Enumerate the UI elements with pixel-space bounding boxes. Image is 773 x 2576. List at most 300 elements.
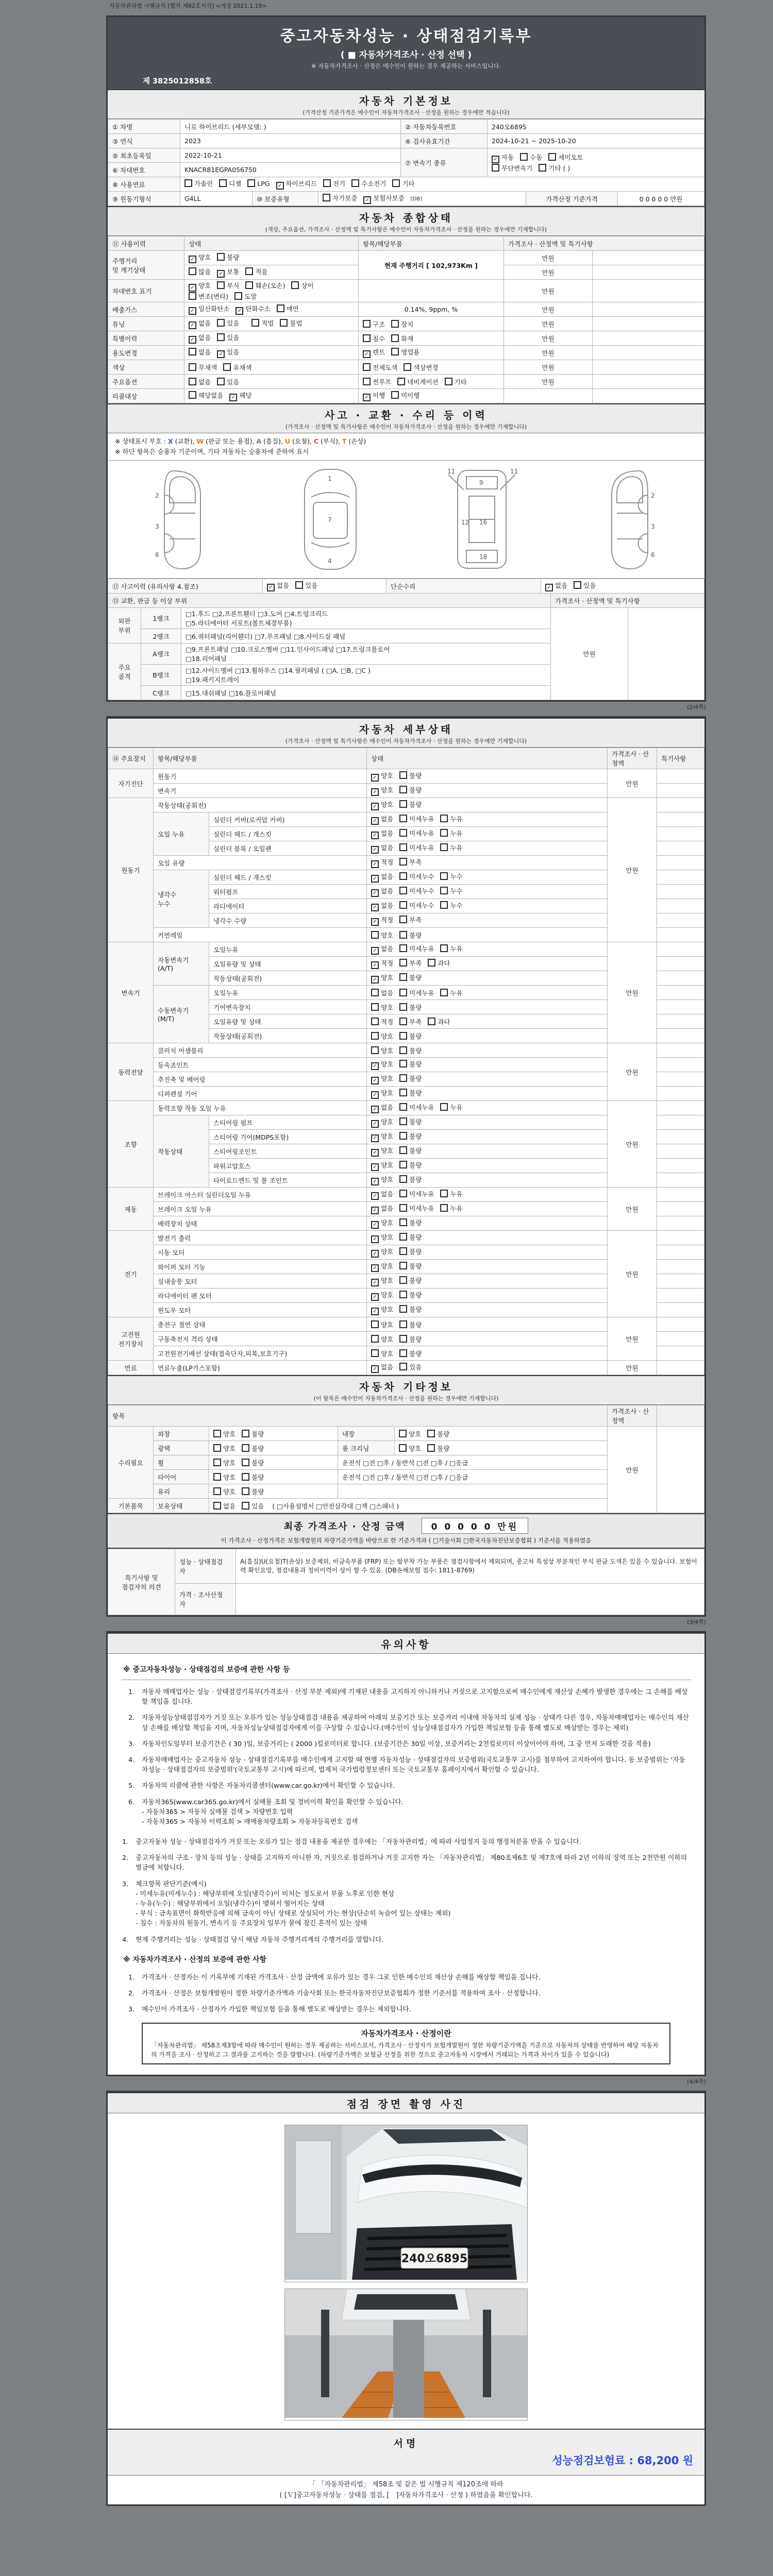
checkbox: ✓ 없음 [371,1189,393,1200]
basic-info-header [108,89,704,119]
empty-box-icon [399,1003,407,1011]
empty-box-icon [399,1247,407,1255]
empty-box-icon [217,319,225,327]
item-boxes [359,346,504,360]
price-cell: 만원 [504,302,593,317]
empty-box-icon [399,887,407,894]
checkbox: 화재 [391,334,413,343]
note-cell [657,885,704,899]
empty-box-icon [189,391,196,399]
item-extra: 운전석 □전 □후 / 동반석 □전 □후 / □응급 [338,1455,608,1470]
car-diagrams [108,461,704,579]
note-cell [657,942,704,957]
page-marker-2: (2/4쪽) [687,704,706,710]
checkbox: 양호 [213,1444,236,1453]
checkbox: ✓ 양호 [189,281,211,292]
svg-text:6: 6 [155,551,159,558]
checkbox: 부족 [399,958,422,968]
checkbox: ✓ 양호 [371,1304,393,1315]
final-price-note: 이 가격조사 · 산정가격은 보험개발원의 차량기준가액을 바탕으로 한 기준가격과 ( □기술사회 □한국자동차진단보증협회 ) 기준서를 적용하였음 [221,1537,592,1544]
item-state [367,1245,608,1260]
checked-box-icon: ✓ [217,270,225,278]
checkbox: ✓ 없음 [371,886,393,897]
checkbox: 미세누유 [399,1103,434,1112]
checked-box-icon: ✓ [371,846,379,854]
note-cell [657,784,704,798]
empty-box-icon [277,304,284,312]
empty-box-icon [245,281,253,289]
accident-legend: ※ 상태표시 부호 : X (교환), W (판금 또는 용접), A (흠집), U (요철), C (부식), T (손상) ※ 하단 항목은 승용차 기준이며, 기타 자동차는 승용차에 준하여 표시 [108,433,704,461]
sec13-label: ⑬ 교환, 판금 등 이상 부위 [108,594,551,608]
item-state [367,1144,608,1159]
repair-group-label: 수리필요 [108,1427,154,1499]
appraiser-opinion-text [236,1584,704,1615]
item-boxes [359,360,504,375]
notice-item: 2. 가격조사 · 산정은 보험개발원이 정한 차량기준가액과 기술사회 또는 한국자동차진단보증협회가 정한 기준서를 적용하여 조사 · 산정합니다. [128,1989,541,1997]
checkbox: ✓ 해당 [229,391,251,401]
empty-box-icon [217,281,225,289]
sub-group-label: 오일 누유 [154,812,209,856]
checkbox: ✓ 양호 [371,1160,393,1171]
device-group-label: 변속기 [108,942,154,1043]
device-group-label: 원동기 [108,798,154,942]
col-note [657,1405,704,1427]
item-label: 스티어링 펌프 [209,1115,367,1130]
col-state: 상태 [367,748,608,769]
note-cell [593,251,704,265]
photo-underbody-frame [284,2289,528,2420]
section-detail-state [108,718,704,1375]
note-cell [657,986,704,1000]
note-cell [628,608,704,700]
detail-state-subtitle: (가격조사 · 산정액 및 특기사항은 매수인이 자동차가격조사 · 산정을 원하는 경우에만 기재합니다) [285,738,527,744]
checkbox: ✓ 없음 [371,814,393,825]
checkbox: ✓ 이행 [363,391,385,401]
svg-text:7: 7 [327,516,332,523]
price-cell: 만원 [504,331,593,346]
fuel-label: ⑧ 사용연료 [108,177,180,192]
inspection-fee: 성능점검보험료 : 68,200 원 [552,2454,693,2467]
checkbox: ✓ 없음 [189,318,211,329]
checkbox: 적정 [371,1017,393,1026]
checkbox: 양호 [371,1003,393,1012]
checkbox: 불량 [399,1218,422,1227]
item-state [209,1427,338,1441]
checked-box-icon: ✓ [371,860,379,868]
empty-box-icon [399,931,407,939]
section-notice [108,1633,704,2075]
sheet-1 [106,15,706,702]
note-cell [593,302,704,317]
svg-text:240오6895: 240오6895 [401,2252,468,2266]
checkbox: ✓ 적정 [371,915,393,926]
note-cell [657,1101,704,1115]
checkbox: 양호 [371,1349,393,1358]
svg-text:9: 9 [479,479,483,486]
checkbox: 불량 [399,785,422,794]
checkbox: ✓ 양호 [371,1175,393,1185]
empty-box-icon [371,1320,379,1328]
empty-box-icon [440,944,448,952]
item-label: 실내송풍 모터 [154,1274,367,1289]
rank-items: □15.대쉬패널 □16.플로어패널 [181,686,551,700]
item-label: 실린더 헤드 / 개스킷 [209,870,367,885]
warranty-value: 자가보증 ✓ 보험사보증 [DB] [318,192,526,206]
checkbox: ✓ 보통 [217,267,239,278]
checkbox: 미세누유 [399,944,434,953]
empty-box-icon [247,179,255,187]
empty-box-icon [399,1190,407,1197]
item-label: 고전원전기배선 상태(접속단자,피복,보호기구) [154,1346,367,1361]
empty-box-icon [397,378,405,385]
empty-box-icon [399,1233,407,1241]
empty-box-icon [399,901,407,909]
note-cell [657,1231,704,1245]
item-state [209,1455,338,1470]
title-band [108,17,704,89]
checkbox: ✓ 양호 [371,1088,393,1099]
engine-type-value: G4LL [180,192,253,206]
checkbox: 있음 [217,377,239,386]
item-state [367,1361,608,1375]
overall-state-subtitle: (색상, 주요옵션, 가격조사 · 산정액 및 특기사항은 매수인이 자동차가격조사 · 산정을 원하는 경우에만 기재합니다) [265,226,547,233]
panel-group-label: 주요 골격 [108,643,141,700]
empty-box-icon [427,1430,435,1437]
note-cell [657,1072,704,1087]
base-price-label: 가격산정 기준가격 [526,192,618,206]
rank-label: B랭크 [141,665,181,686]
item-state [209,1441,338,1455]
empty-box-icon [440,829,448,837]
rank-label: 2랭크 [141,629,181,643]
item-state [395,1427,608,1441]
note-cell [657,1173,704,1188]
item-state [367,1115,608,1130]
note-cell [657,1058,704,1072]
empty-box-icon [440,843,448,851]
checkbox: 불법 [280,318,302,328]
empty-box-icon [399,1089,407,1096]
checkbox: 누유 [440,1189,462,1198]
checkbox: 전체도색 [363,363,397,372]
checkbox: 미세누유 [399,1189,434,1198]
empty-box-icon [440,901,448,909]
photos-title: 점검 장면 촬영 사진 [346,2098,466,2111]
sub-group-label: 냉각수 누수 [154,870,209,928]
vin-value: KNACR81EGPA056750 [180,163,401,177]
checkbox: ✓ 양호 [371,1146,393,1157]
empty-box-icon [363,363,371,371]
empty-box-icon [391,320,399,328]
sec13-price-head: 가격조사 · 산정액 및 특기사항 [551,594,704,608]
checkbox: 있음 [295,581,317,590]
checked-box-icon: ✓ [363,394,371,401]
note-cell [593,265,704,280]
empty-box-icon [440,887,448,894]
empty-box-icon [445,378,452,385]
note-cell [657,1427,704,1513]
checked-box-icon: ✓ [189,336,196,344]
empty-box-icon [574,581,581,589]
empty-box-icon [399,1430,407,1437]
item-label: 외장 [154,1427,209,1441]
checked-box-icon: ✓ [189,307,196,315]
device-group-label: 조향 [108,1101,154,1188]
rank-items: □9.프론트패널 □10.크로스멤버 □11.인사이드패널 □17.트렁크플로어 □18.리어패널 [181,643,551,665]
item-state [367,1159,608,1173]
svg-text:3: 3 [155,522,159,530]
checkbox: 불량 [427,1444,449,1453]
confirmation-lines [108,2476,704,2504]
empty-box-icon [440,1190,448,1197]
checkbox: 불량 [399,1059,422,1069]
empty-box-icon [440,815,448,822]
empty-box-icon [399,1320,407,1328]
note-cell [657,1130,704,1144]
checkbox: 불량 [399,1247,422,1256]
item-state [367,957,608,971]
accident-summary-row [108,579,704,594]
item-label: 실린더 헤드 / 개스킷 [209,827,367,841]
checked-box-icon: ✓ [363,196,371,204]
sub-group-label: 자동변속기 (A/T) [154,942,209,986]
current-mileage: 현재 주행거리 [ 102,973Km ] [359,251,504,280]
checked-box-icon: ✓ [267,584,275,591]
checkbox: ✓ 있음 [217,347,239,358]
checkbox: 불량 [242,1487,264,1496]
item-label: 변속기 [154,784,367,798]
reg-no-value: 240오6895 [488,120,704,134]
checkbox: ✓ 없음 [267,581,289,591]
checkbox: ✓ 양호 [371,1074,393,1084]
price-cell [504,389,593,403]
report-subtitle: ( ■ 자동차가격조사 · 산정 선택 ) [340,50,472,60]
empty-box-icon [189,363,196,371]
fuel-option: ✓ 하이브리드 [276,179,317,190]
checkbox: 부식 [217,281,239,290]
meter-state [184,265,359,280]
car-diagram-side-right [590,467,667,572]
item-label: 룸 크리닝 [338,1441,395,1455]
checkbox: 무채색 [189,363,217,372]
item-state [367,1029,608,1043]
checkbox: 변조(변타) [189,292,228,301]
first-reg-value: 2022-10-21 [180,148,401,163]
empty-box-icon [245,267,253,275]
checkbox: 도말 [234,292,257,301]
checkbox: 매연 [277,304,299,313]
item-state [367,1058,608,1072]
svg-text:2: 2 [650,492,655,499]
item-label: 라디에이터 [209,899,367,913]
rank-label: 1랭크 [141,608,181,629]
svg-text:11: 11 [447,468,456,475]
checkbox: 썬루프 [363,377,391,386]
row-label: 리콜대상 [108,389,184,403]
notice-item: 6. 자동차365(www.car365.go.kr)에서 실매물 조회 및 정비이력 확인을 확인할 수 있습니다. - 자동차365 > 자동차 실매물 검색 > 차량번호 입력 - 자동차365 > 자동차 이력조회 > 매매용차량조회 > 자동차등록번호 검색 [128,1798,404,1826]
checkbox: 있음 [399,1362,422,1371]
item-label: 클러치 어셈블리 [154,1043,367,1058]
checked-box-icon: ✓ [371,1192,379,1200]
checkbox: 누유 [440,1204,462,1213]
vin-label: ⑥ 차대번호 [108,163,180,177]
checkbox: 많음 [189,267,211,276]
price-appraisal-definition-box [142,2023,670,2064]
col-note: 특기사항 [657,748,704,769]
item-label: 스티어링 기어(MDPS포함) [209,1130,367,1144]
notice-title: 유의사항 [381,1638,431,1651]
inspector-opinion-text: A(흠집)U(요철)T(손상) 보증제외, 비금속부품 (FRP) 또는 탈부착 가능 부품은 점검사항에서 제외되며, 중고차 특성상 부분적인 부식 판금 도색은 있을 수 있습니다. 보험이력 확인요망, 점검내용과 정비이력이 상이 할 수 있음. (DB손해보험 접수: 1811-8769) [236,1549,704,1584]
basic-info-subtitle: (가격산정 기준가격은 매수인이 자동차가격조사 · 산정을 원하는 경우에만 적습니다) [303,109,510,116]
checkbox: ✓ 없음 [371,944,393,955]
empty-box-icon [234,292,242,300]
notice-body [108,1654,704,2075]
notice-section1-title: ※ 중고자동차성능 · 상태점검의 보증에 관한 사항 등 [121,1661,691,1680]
device-group-label: 고전원 전기장치 [108,1317,154,1361]
note-cell [657,1159,704,1173]
report-note: ※ 자동차가격조사 · 산정은 매수인이 원하는 경우 제공하는 서비스입니다. [311,62,501,70]
inspection-photo-underbody [285,2289,527,2418]
item-label: 발전기 출력 [154,1231,367,1245]
note-cell [657,1029,704,1043]
section-etc-info [108,1375,704,1513]
empty-box-icon [371,1018,379,1025]
rank-items: □1.후드 □2.프론트휀더 □3.도어 □4.트렁크리드 □5.라디에이터 서포트(볼트체결부품) [181,608,551,629]
checked-box-icon: ✓ [371,1250,379,1258]
checkbox: ✓ 없음 [371,901,393,911]
checkbox: 불량 [399,1088,422,1097]
confirmation-line-2: ( [Ｖ]중고자동차성능 · 상태를 점검, [ ]자동차가격조사 · 산정 ) 하였음을 확인합니다. [279,2492,533,2500]
checkbox: 누유 [440,814,462,823]
checkbox: 불량 [399,973,422,982]
checkbox: 불량 [399,1261,422,1270]
car-diagram-top [287,465,374,573]
empty-box-icon [399,944,407,952]
checkbox: ✓ 양호 [371,973,393,984]
checkbox: 불량 [399,1349,422,1358]
item-state [367,784,608,798]
item-state [367,1317,608,1332]
checked-box-icon: ✓ [371,918,379,926]
item-label: 디퍼렌셜 기어 [154,1087,367,1101]
item-state [367,1072,608,1087]
row-label: 특별이력 [108,331,184,346]
empty-box-icon [399,1218,407,1226]
checkbox: 양호 [213,1487,236,1496]
checkbox: 불량 [399,1232,422,1242]
checkbox: ✓ 양호 [371,1059,393,1070]
mileage-state [184,251,359,265]
item-boxes [359,280,504,302]
overall-state-table [108,236,704,403]
checked-box-icon: ✓ [371,961,379,969]
checkbox: 없음 [213,1501,236,1511]
checked-box-icon: ✓ [276,182,284,190]
checkbox: 불량 [399,1146,422,1155]
section-final-price [108,1513,704,1549]
empty-box-icon [213,1430,221,1437]
accident-history-header [108,403,704,433]
etc-info-subtitle: (이 항목은 매수인이 자동차가격조사 · 산정을 원하는 경우에만 기재합니다) [313,1395,499,1402]
checkbox: 불량 [399,1074,422,1083]
checkbox: ✓ 없음 [189,333,211,344]
fuel-option: 가솔린 [184,179,213,188]
row-label: 배출가스 [108,302,184,317]
checkbox: 미세누유 [399,843,434,852]
checkbox: 양호 [213,1429,236,1438]
empty-box-icon [399,1349,407,1357]
transmission-label: ⑦ 변속기 종류 [401,148,488,177]
item-state [367,1303,608,1317]
warranty-label: ⑩ 보증유형 [253,192,318,206]
notice-header [108,1633,704,1654]
empty-box-icon [440,989,448,996]
note-cell [593,317,704,331]
checked-box-icon: ✓ [189,256,196,263]
device-group-label: 제동 [108,1188,154,1231]
checkbox: ✓ 양호 [371,785,393,796]
checkbox: ✓ 없음 [545,581,567,591]
notice-item: 5. 자동차의 리콜에 관한 사항은 자동차리콜센터(www.car.go.kr)에서 확인할 수 있습니다. [128,1782,395,1790]
empty-box-icon [440,1103,448,1111]
empty-box-icon [213,1473,221,1481]
checkbox: 불량 [399,1003,422,1012]
reg-no-label: ② 자동차등록번호 [401,120,488,134]
fuel-option: 디젤 [219,179,241,188]
warranty-option: 자가보증 [323,193,357,202]
empty-box-icon [399,1335,407,1343]
col-price-note: 가격조사 · 산정액 및 특기사항 [504,236,704,251]
checkbox: 미세누유 [399,828,434,838]
checked-box-icon: ✓ [371,774,379,782]
checked-box-icon: ✓ [371,1106,379,1113]
note-cell [657,812,704,827]
note-cell [657,1303,704,1317]
checkbox: 불량 [399,1304,422,1314]
empty-box-icon [539,164,546,172]
item-state [367,1231,608,1245]
document-number: 제 3825012858호 [143,77,212,86]
fuel-value [180,177,704,192]
final-price-amount: 0 0 0 0 0 만원 [422,1518,529,1534]
checkbox: 장치 [391,319,413,329]
checkbox: ✓ 없음 [371,828,393,839]
empty-box-icon [295,581,303,589]
checkbox: 없음 [371,988,393,997]
empty-box-icon [189,267,196,275]
transmission-option: 무단변속기 [492,163,532,173]
note-cell [593,360,704,375]
note-cell [657,798,704,812]
note-cell [593,375,704,389]
price-cell: 만원 [608,1361,657,1375]
checked-box-icon: ✓ [371,1308,379,1315]
note-cell [657,1289,704,1303]
item-label: 오일유량 및 상태 [209,957,367,971]
fuel-option: 전기 [323,179,345,188]
empty-box-icon [399,1291,407,1298]
item-label: 실린더 블록 / 오일팬 [209,841,367,856]
definition-box-title: 자동차가격조사 · 산정이란 [361,2029,451,2039]
checkbox: 불량 [399,800,422,809]
note-cell [657,957,704,971]
empty-box-icon [323,194,330,201]
checkbox: ✓ 양호 [189,252,211,263]
checkbox: 누유 [440,843,462,852]
empty-box-icon [399,786,407,793]
row-label: 주요옵션 [108,375,184,389]
transmission-value [488,148,704,177]
